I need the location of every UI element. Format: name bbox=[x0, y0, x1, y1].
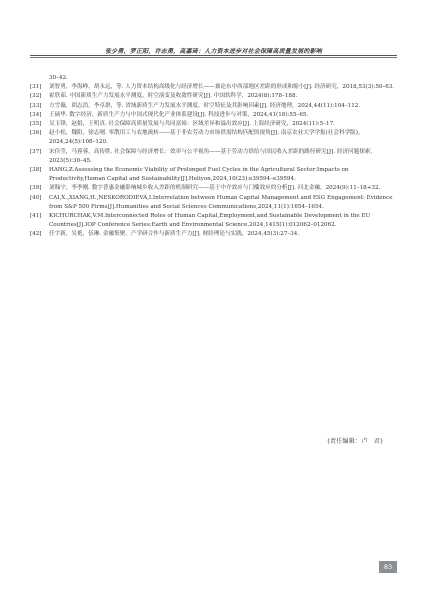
reference-number: [37] bbox=[30, 148, 42, 155]
header-rule bbox=[30, 55, 397, 56]
reference-number: [35] bbox=[30, 121, 42, 128]
reference-text: 宋佳莹，马蓉蓉，高传胜. 社会保障与经济增长：效率与公平视角——基于劳动力供给与国民收入差距的路径研究[J]. 经济问题探索，2023(5):30–45. bbox=[49, 148, 376, 164]
reference-number: [32] bbox=[30, 93, 42, 100]
reference-number: [41] bbox=[30, 213, 42, 220]
reference-number: [34] bbox=[30, 111, 42, 118]
reference-item bbox=[30, 184, 396, 193]
reference-text: 吴玉锋，赵娟，王明真. 社会保障高质量发展与共同富裕：区域差异和溢出效应[J]. 上海经济研究，2024(11):5–17. bbox=[49, 121, 335, 128]
reference-item bbox=[30, 129, 396, 147]
reference-item bbox=[30, 212, 396, 230]
reference-item bbox=[30, 194, 396, 212]
reference-item bbox=[30, 230, 396, 239]
reference-number: [36] bbox=[30, 130, 42, 137]
reference-item bbox=[30, 102, 396, 111]
reference-text: 刘智勇，李海峥，胡永远，等. 人力资本结构高级化与经济增长——兼论东中西部地区差距的形成和缩小[J]. 经济研究，2018,53(3):50–63. bbox=[49, 84, 395, 91]
reference-number: [38] bbox=[30, 167, 42, 174]
reference-text: 30–42. bbox=[49, 75, 68, 81]
reference-number: [40] bbox=[30, 194, 42, 201]
reference-item bbox=[30, 92, 396, 101]
reference-text: CAI,X.,XIANG,H.,NESKORODIEVA,I.Interrelation between Human Capital Management and ESG Engagement: Evidence from S&P 500 Firms[J].Humanities and Social Sciences Communications,2024,11(1):1654–1654. bbox=[49, 194, 393, 210]
page-number: 83 bbox=[379, 561, 397, 573]
reference-text: HANG,Z.Assessing the Economic Viability of Prolonged Fuel Cycles in the Agricultural Sector:Impacts on Productivity,Human Capital and Sustainability[J].Heliyon,2024,10(23):e39594–e39594. bbox=[49, 167, 349, 183]
reference-number: [39] bbox=[30, 185, 42, 192]
reference-item bbox=[30, 74, 396, 83]
reference-item bbox=[30, 83, 396, 92]
reference-item bbox=[30, 148, 396, 166]
reference-item bbox=[30, 166, 396, 184]
reference-number: [33] bbox=[30, 102, 42, 109]
reference-text: 刘翰宇，李季刚. 数字普惠金融影响城乡收入差距的机制研究——基于中介效应与门槛效应的分析[J]. 河北金融，2024(9):11–18+32. bbox=[49, 185, 381, 192]
reference-text: KICHURCHAK,V.M.Interconnected Roles of Human Capital,Employment,and Sustainable Development in the EU Countries[J].IOP Conference Series:Earth and Environmental Science,2024,1415(1):012062–012062. bbox=[49, 213, 371, 229]
reference-text: 方雪薇，胡志浩，李卓群，等. 省域新质生产力发展水平测度、时空特征及其影响因素[J]. 经济地理，2024,44(11):104–112. bbox=[49, 102, 361, 109]
reference-number: [42] bbox=[30, 231, 42, 238]
reference-item bbox=[30, 120, 396, 129]
reference-item bbox=[30, 111, 396, 120]
reference-text: 赵小松，魏阳，徐志刚. 零散用工与农地流转——基于非农劳动力市场供需结构匹配的视角[J]. 南京农业大学学报(社会科学版)，2024,24(5):108–120. bbox=[49, 130, 364, 146]
reference-list bbox=[30, 74, 396, 240]
reference-text: 任宇新，吴艳，伍琳. 金融集聚、产学研合作与新质生产力[J]. 财经理论与实践，2024,45(3):27–34. bbox=[49, 231, 300, 238]
header-rule-thin bbox=[30, 57, 397, 58]
reference-text: 王硕华. 数字经济、新质生产力与中国式现代化产业体系建设[J]. 科技进步与对策，2024,41(18):55–65. bbox=[49, 111, 309, 118]
reference-number: [31] bbox=[30, 84, 42, 91]
reference-text: 霍欣茹. 中国新质生产力发展水平测度、时空演变及收敛性研究[J]. 中国软科学，2024(8):178–188. bbox=[49, 93, 298, 100]
editor-note: (责任编辑：卢 君) bbox=[327, 438, 383, 445]
running-header: 张少勇，罗正阳，许志勇，高嘉琦：人力资本进步对社会保障高质量发展的影响 bbox=[104, 48, 322, 55]
